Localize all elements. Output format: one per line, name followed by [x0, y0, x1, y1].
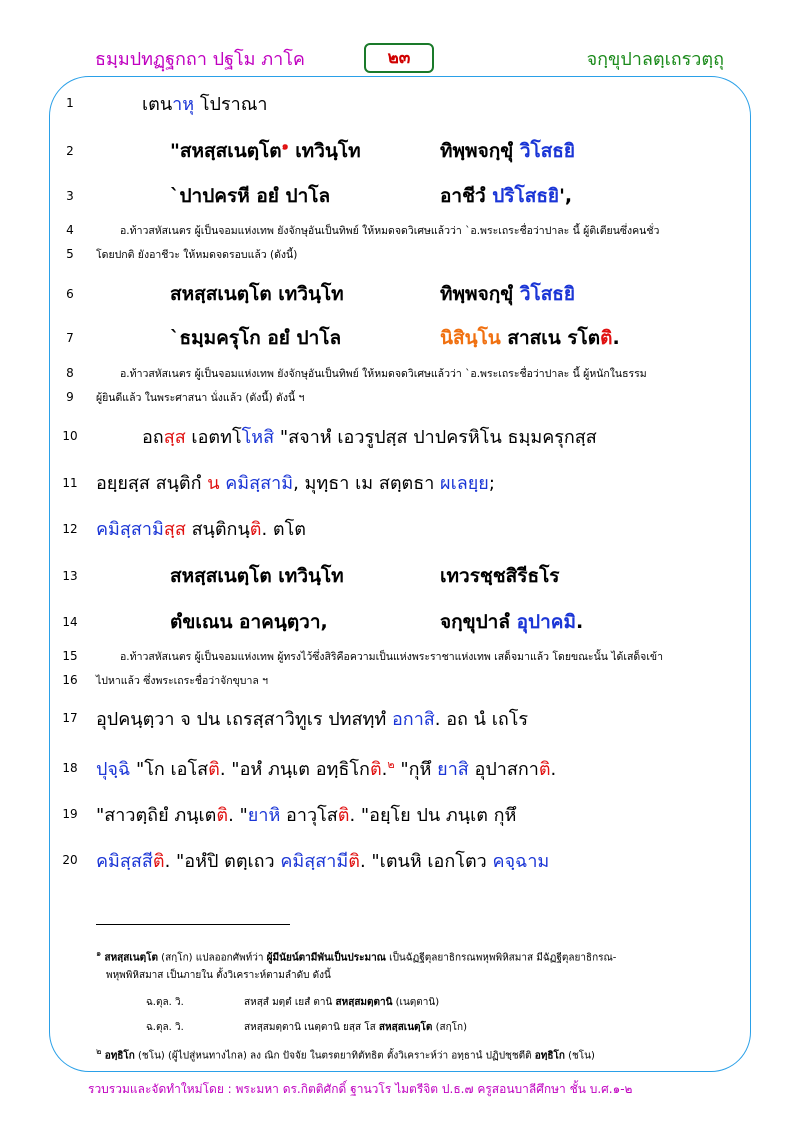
line-number: 15	[62, 649, 78, 663]
line-number: 16	[62, 673, 78, 687]
analysis-label: ฉ.ตุล. วิ.	[146, 1022, 184, 1033]
translation-line-4: อ.ท้าวสหัสเนตร ผู้เป็นจอมแห่งเทพ ยังจักษุอันเป็นทิพย์ ให้หมดจดวิเศษแล้วว่า `อ.พระเถระชื่อว่าปาละ นี้ ผู้ติเตียนซึ่งคนชั่ว	[120, 225, 660, 237]
text-line-11: อยฺยสฺส สนฺติกํ น คมิสฺสามิ, มุทฺธา เม สตฺตธา ผเลยฺย;	[96, 473, 495, 494]
line-number: 14	[62, 615, 78, 629]
line-number: 3	[66, 189, 74, 203]
line-number: 18	[62, 761, 78, 775]
line-number: 17	[62, 711, 78, 725]
line-number: 10	[62, 429, 78, 443]
footnote-1-cont: พหุพพิหิสมาส เป็นภายใน ตั้งวิเคราะห์ตามลำดับ ดังนี้	[106, 970, 331, 981]
text-line-20: คมิสฺสสีติ. "อหํปิ ตตฺเถว คมิสฺสามีติ. "เตนหิ เอกโตว คจฺฉาม	[96, 851, 550, 872]
line-number: 9	[66, 390, 74, 404]
analysis-text: สหสฺสมตฺตานิ เนตฺตานิ ยสฺส โส สหสฺสเนตฺโต (สกฺโก)	[244, 1022, 467, 1033]
text-line-1: เตนาหุ โปราณา	[142, 94, 268, 115]
page-number-badge: ๒๓	[364, 43, 434, 73]
text-line-19: "สาวตฺถิยํ ภนฺเตติ. "ยาหิ อาวุโสติ. "อยฺโย ปน ภนฺเต กุหึ	[96, 805, 517, 826]
translation-line-9: ผู้ยินดีแล้ว ในพระศาสนา นั่งแล้ว (ดังนี้) ดังนี้ ฯ	[96, 392, 305, 404]
text-line-10: อถสฺส เอตทโโหสิ "สจาหํ เอวรูปสฺส ปาปครหิโน ธมฺมครุกสฺส	[142, 427, 597, 448]
book-title: ธมฺมปทฏฺฐกถา ปฐโม ภาโค	[95, 49, 305, 70]
translation-line-16: ไปหาแล้ว ซึ่งพระเถระชื่อว่าจักขุบาล ฯ	[96, 675, 269, 687]
line-number: 1	[66, 96, 74, 110]
line-number: 2	[66, 144, 74, 158]
text-line-17: อุปคนฺตฺวา จ ปน เถรสฺสาวิทูเร ปทสทฺทํ อกาสิ. อถ นํ เถโร	[96, 709, 529, 730]
page-footer: รวบรวมและจัดทำใหม่โดย : พระมหา ดร.กิตติศักดิ์ ฐานวโร ไมตรีจิต ป.ธ.๗ ครูสอนบาลีศึกษา ชั้น บ.ศ.๑-๒	[88, 1082, 633, 1096]
text-line-12: คมิสฺสามิสฺส สนฺติกนฺติ. ตโต	[96, 519, 306, 540]
footnote-rule	[96, 924, 290, 925]
text-line-18: ปุจฺฉิ "โก เอโสติ. "อหํ ภนฺเต อทฺธิโกติ.$^๒$ "กุหึ ยาสิ อุปาสกาติ.	[96, 758, 557, 780]
line-number: 11	[62, 476, 78, 490]
line-number: 20	[62, 853, 78, 867]
line-number: 8	[66, 366, 74, 380]
line-number: 13	[62, 569, 78, 583]
line-number: 19	[62, 807, 78, 821]
line-number: 12	[62, 522, 78, 536]
analysis-text: สหสฺสํ มตฺตํ เยสํ ตานิ สหสฺสมตฺตานิ (เนตฺตานิ)	[244, 997, 440, 1008]
line-number: 6	[66, 287, 74, 301]
footnote-2: $^๒$ อทฺธิโก (ชโน) (ผู้ไปสู่หนทางไกล) ลง ณิก ปัจจัย ในตรตยาทิตัทธิต ตั้งวิเคราะห์ว่า อทฺธานํ ปฏิปชฺชตีติ อทฺธิโก (ชโน)	[96, 1046, 595, 1062]
line-number: 5	[66, 247, 74, 261]
translation-line-15: อ.ท้าวสหัสเนตร ผู้เป็นจอมแห่งเทพ ผู้ทรงไว้ซึ่งสิริคือความเป็นแห่งพระราชาแห่งเทพ เสด็จมาแล้ว โดยขณะนั้น ได้เสด็จเข้า	[120, 651, 664, 663]
story-title: จกฺขุปาลตฺเถรวตฺถุ	[586, 49, 724, 70]
footnote-1: $^๑$ สหสฺสเนตฺโต (สกฺโก) แปลออกศัพท์ว่า ผู้มีนัยน์ตามีพันเป็นประมาณ เป็นฉัฏฐีตุลยาธิกรณพหุพพิหิสมาส มีฉัฏฐีตุลยาธิกรณ-	[96, 948, 617, 964]
line-number: 7	[66, 331, 74, 345]
translation-line-5: โดยปกติ ยังอาชีวะ ให้หมดจดรอบแล้ว (ดังนี้)	[96, 249, 298, 261]
line-number: 4	[66, 223, 74, 237]
translation-line-8: อ.ท้าวสหัสเนตร ผู้เป็นจอมแห่งเทพ ยังจักษุอันเป็นทิพย์ ให้หมดจดวิเศษแล้วว่า `อ.พระเถระชื่อว่าปาละ นี้ ผู้หนักในธรรม	[120, 368, 647, 380]
analysis-label: ฉ.ตุล. วิ.	[146, 997, 184, 1008]
